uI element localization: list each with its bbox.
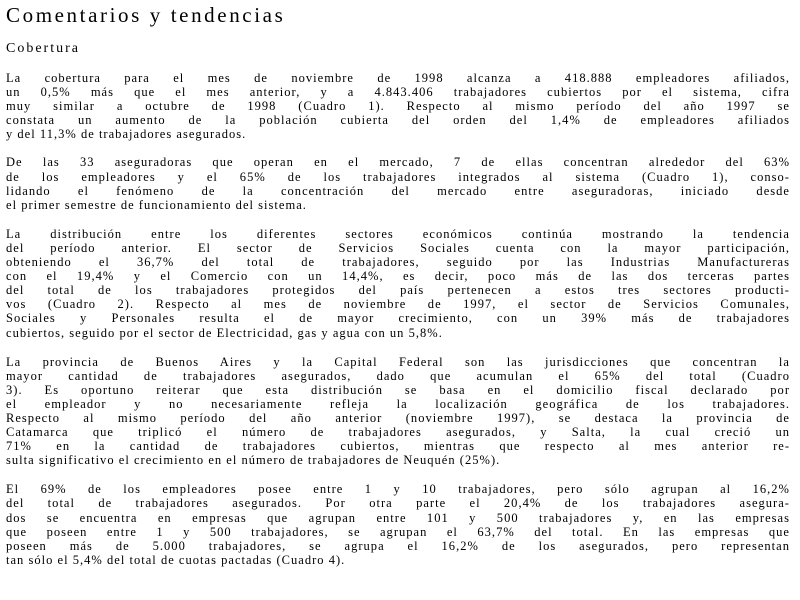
paragraph-line: constata un aumento de la población cubierta del orden del 1,4% de empleadores afiliados	[6, 113, 790, 128]
document-page	[6, 0, 790, 600]
paragraph-line: Respecto al mismo período del año anterior (noviembre 1997), se destaca la provincia de	[6, 410, 790, 425]
paragraph-empleadores	[6, 482, 790, 567]
paragraph-aseguradoras	[6, 155, 790, 211]
paragraph-line: que poseen entre 1 y 500 trabajadores, se agrupan el 63,7% del total. En las empresas que	[6, 524, 790, 539]
paragraph-line: mayor cantidad de trabajadores asegurados, dado que acumulan el 65% del total (Cuadro	[6, 368, 790, 383]
paragraph-provincias	[6, 355, 790, 468]
paragraph-line: cubiertos, seguido por el sector de Electricidad, gas y agua con un 5,8%.	[6, 325, 443, 340]
paragraph-line: La provincia de Buenos Aires y la Capital Federal son las jurisdicciones que concentran la	[6, 354, 790, 369]
paragraph-line: el empleador y no necesariamente refleja la localización geográfica de los trabajadores.	[6, 396, 790, 411]
paragraph-line: y del 11,3% de trabajadores asegurados.	[6, 127, 247, 142]
section-title: Cobertura	[6, 41, 80, 56]
page-title: Comentarios y tendencias	[6, 3, 286, 27]
paragraph-line: La distribución entre los diferentes sectores económicos continúa mostrando la tendencia	[6, 226, 790, 241]
paragraph-line: de los empleadores y el 65% de los trabajadores integrados al sistema (Cuadro 1), conso-	[6, 169, 790, 184]
paragraph-line: El 69% de los empleadores posee entre 1 y 10 trabajadores, pero sólo agrupan al 16,2%	[6, 482, 790, 497]
paragraph-line: vos (Cuadro 2). Respecto al mes de noviembre de 1997, el sector de Servicios Comunales,	[6, 297, 790, 312]
paragraph-line: Catamarca que triplicó el número de trabajadores asegurados, y Salta, la cual creció un	[6, 425, 790, 440]
paragraph-line: La cobertura para el mes de noviembre de 1998 alcanza a 418.888 empleadores afiliados,	[6, 71, 790, 85]
paragraph-line: lidando el fenómeno de la concentración del mercado entre aseguradoras, iniciado desde	[6, 183, 790, 198]
paragraph-line: del total de trabajadores asegurados. Por otra parte el 20,4% de los trabajadores asegura-	[6, 496, 790, 511]
paragraph-line: el primer semestre de funcionamiento del sistema.	[6, 197, 307, 212]
paragraph-line: tan sólo el 5,4% del total de cuotas pactadas (Cuadro 4).	[6, 552, 346, 567]
paragraph-line: poseen más de 5.000 trabajadores, se agrupa el 16,2% de los asegurados, pero representan	[6, 538, 790, 553]
paragraph-line: sulta significativo el crecimiento en el número de trabajadores de Neuquén (25%).	[6, 453, 501, 468]
paragraph-line: obteniendo el 36,7% del total de trabajadores, seguido por las Industrias Manufactureras	[6, 255, 790, 270]
paragraph-line: De las 33 aseguradoras que operan en el mercado, 7 de ellas concentran alrededor del 63%	[6, 155, 790, 170]
paragraph-line: 71% en la cantidad de trabajadores cubiertos, mientras que respecto al mes anterior re-	[6, 439, 790, 454]
paragraph-line: Sociales y Personales resulta el de mayor crecimiento, con un 39% más de trabajadores	[6, 311, 790, 326]
paragraph-sectores	[6, 227, 790, 340]
paragraph-line: 3). Es oportuno reiterar que esta distribución se basa en el domicilio fiscal declarado por	[6, 382, 790, 397]
paragraph-line: un 0,5% más que el mes anterior, y a 4.843.406 trabajadores cubiertos por el sistema, cifra	[6, 85, 790, 100]
paragraph-line: con el 19,4% y el Comercio con un 14,4%, es decir, poco más de las dos terceras partes	[6, 269, 790, 284]
paragraph-line: muy similar a octubre de 1998 (Cuadro 1). Respecto al mismo período del año 1997 se	[6, 99, 790, 114]
paragraph-line: del total de los trabajadores protegidos del país pertenecen a estos tres sectores producti-	[6, 283, 790, 298]
paragraph-line: dos se encuentra en empresas que agrupan entre 101 y 500 trabajadores y, en las empresas	[6, 510, 790, 525]
paragraph-cobertura	[6, 71, 790, 141]
paragraph-line: del período anterior. El sector de Servicios Sociales cuenta con la mayor participación,	[6, 240, 790, 255]
